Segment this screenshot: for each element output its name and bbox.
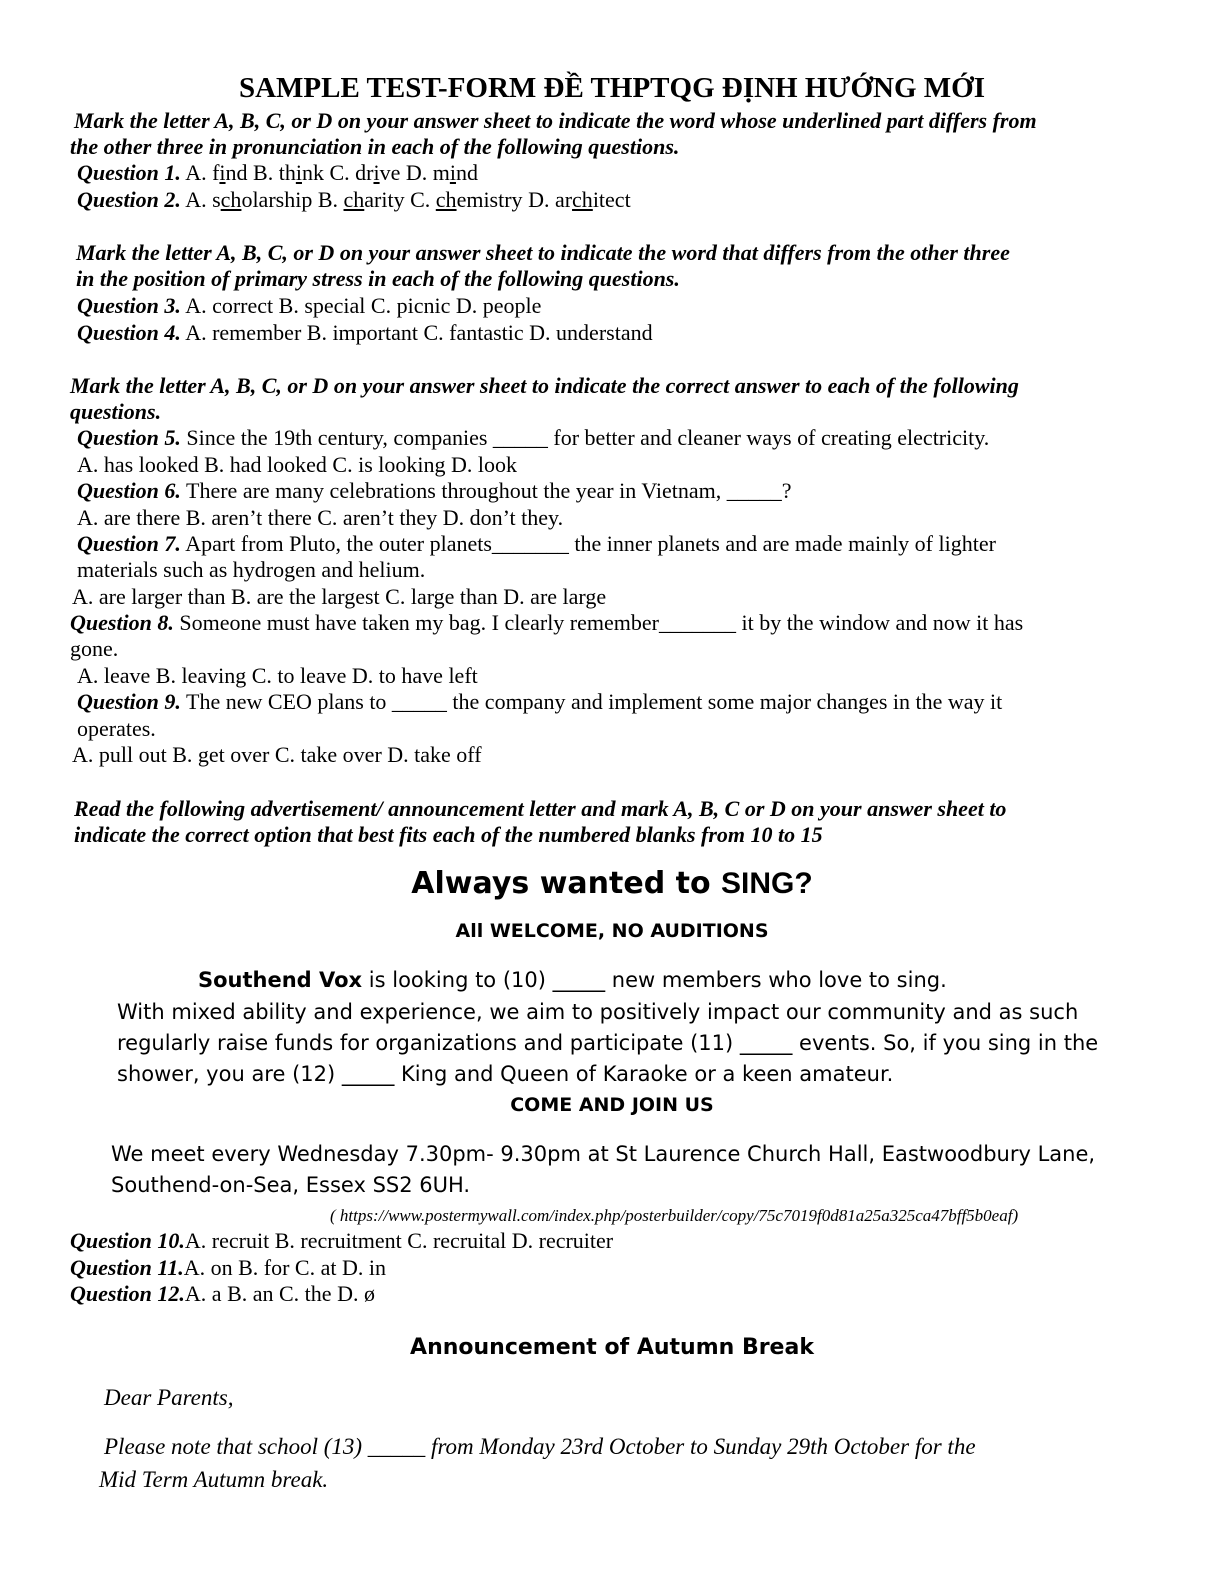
question-options: A. a B. an C. the D. ø: [184, 1281, 375, 1306]
option-text: C.: [404, 187, 436, 212]
question-stem: Since the 19th century, companies _____ for better and cleaner ways of creating electricity.: [180, 425, 990, 450]
question-label: Question 9.: [77, 689, 181, 714]
underlined-part: i: [219, 160, 226, 185]
option-text: olarship: [241, 187, 313, 212]
question-7: [77, 531, 996, 557]
section4-instruction-line2: indicate the correct option that best fits each of the numbered blanks from 10 to 15: [74, 822, 823, 847]
option-text: arity: [364, 187, 405, 212]
ad-headline-sing: SING?: [721, 867, 813, 900]
question-5: [77, 425, 989, 451]
question-label: Question 12.: [70, 1281, 185, 1306]
question-label: Question 7.: [77, 531, 181, 556]
ad-source-link[interactable]: ( https://www.postermywall.com/index.php/posterbuilder/copy/75c7019f0d81a25a325ca47bff5b0eaf): [330, 1206, 1019, 1225]
underlined-part: ch: [343, 187, 365, 212]
section4-instruction-line1: Read the following advertisement/ announcement letter and mark A, B, C or D on your answer sheet to: [74, 796, 1007, 821]
question-label: Question 1.: [77, 160, 181, 185]
section1-instruction-line1: Mark the letter A, B, C, or D on your answer sheet to indicate the word whose underlined part differs from: [74, 108, 1037, 133]
question-9-options: A. pull out B. get over C. take over D. take off: [72, 742, 482, 767]
question-7-stem-continued: materials such as hydrogen and helium.: [77, 557, 426, 582]
section2-instruction-line1: Mark the letter A, B, C, or D on your answer sheet to indicate the word that differs from the other three: [76, 240, 1010, 265]
question-11: [70, 1255, 386, 1281]
question-label: Question 3.: [77, 293, 181, 318]
option-text: D. ar: [522, 187, 573, 212]
announcement-heading: Announcement of Autumn Break: [410, 1335, 814, 1360]
question-6-options: A. are there B. aren’t there C. aren’t they D. don’t they.: [77, 505, 564, 530]
underlined-part: ch: [220, 187, 242, 212]
question-label: Question 8.: [70, 610, 174, 635]
ad-paragraph-2-line1: With mixed ability and experience, we aim to positively impact our community and as such: [117, 1000, 1079, 1024]
announcement-salutation: Dear Parents,: [104, 1385, 234, 1410]
underlined-part: ch: [435, 187, 457, 212]
option-text: emistry: [456, 187, 523, 212]
ad-paragraph-2-line3: shower, you are (12) _____ King and Queen of Karaoke or a keen amateur.: [117, 1062, 894, 1086]
question-label: Question 11.: [70, 1255, 184, 1280]
question-6: [77, 478, 792, 504]
question-3: [77, 293, 541, 319]
option-text: ve: [379, 160, 401, 185]
question-options: A. correct B. special C. picnic D. people: [180, 293, 542, 318]
question-label: Question 10.: [70, 1228, 185, 1253]
option-text: B. th: [247, 160, 296, 185]
ad-subhead: All WELCOME, NO AUDITIONS: [455, 920, 769, 942]
question-options: A. remember B. important C. fantastic D. understand: [180, 320, 653, 345]
question-4: [77, 320, 653, 346]
question-8-stem-continued: gone.: [70, 636, 119, 661]
question-5-options: A. has looked B. had looked C. is looking D. look: [77, 452, 517, 477]
ad-headline: [0, 864, 1224, 904]
question-stem: Apart from Pluto, the outer planets_______ the inner planets and are made mainly of lighter: [180, 531, 996, 556]
question-label: Question 4.: [77, 320, 181, 345]
option-text: A. f: [180, 160, 220, 185]
option-text: itect: [592, 187, 631, 212]
question-8-options: A. leave B. leaving C. to leave D. to have left: [77, 663, 478, 688]
section3-instruction-line2: questions.: [70, 399, 162, 424]
section1-instruction-line2: the other three in pronunciation in each of the following questions.: [70, 134, 680, 159]
ad-paragraph-2-line2: regularly raise funds for organizations and participate (11) _____ events. So, if you sing in the: [117, 1031, 1099, 1055]
announcement-body-line1: Please note that school (13) _____ from Monday 23rd October to Sunday 29th October for the: [104, 1434, 976, 1459]
question-7-options: A. are larger than B. are the largest C. large than D. are large: [72, 584, 607, 609]
underlined-part: ch: [572, 187, 593, 212]
question-stem: There are many celebrations throughout the year in Vietnam, _____?: [180, 478, 792, 503]
option-text: A. s: [180, 187, 221, 212]
organization-name: Southend Vox: [198, 968, 363, 992]
question-9-stem-continued: operates.: [77, 716, 156, 741]
question-8: [70, 610, 1023, 636]
question-stem: Someone must have taken my bag. I clearly remember_______ it by the window and now it has: [173, 610, 1024, 635]
question-options: A. recruit B. recruitment C. recruital D. recruiter: [184, 1228, 614, 1253]
section2-instruction-line2: in the position of primary stress in each of the following questions.: [76, 266, 680, 291]
announcement-body-line2: Mid Term Autumn break.: [99, 1467, 329, 1492]
ad-paragraph-1: [198, 967, 947, 993]
option-text: nd: [225, 160, 248, 185]
option-text: nk: [301, 160, 324, 185]
question-stem: The new CEO plans to _____ the company and implement some major changes in the way it: [180, 689, 1003, 714]
option-text: nd: [455, 160, 478, 185]
ad-headline-text: Always wanted to: [411, 866, 722, 901]
question-label: Question 6.: [77, 478, 181, 503]
question-1: [77, 160, 478, 186]
question-10: [70, 1228, 613, 1254]
option-text: D. m: [400, 160, 450, 185]
option-text: B.: [312, 187, 344, 212]
underlined-part: i: [295, 160, 302, 185]
ad-meeting-line2: Southend-on-Sea, Essex SS2 6UH.: [111, 1173, 471, 1197]
question-12: [70, 1281, 375, 1307]
page-title: SAMPLE TEST-FORM ĐỀ THPTQG ĐỊNH HƯỚNG MỚI: [238, 72, 986, 104]
option-text: C. dr: [323, 160, 374, 185]
question-9: [77, 689, 1002, 715]
question-label: Question 5.: [77, 425, 181, 450]
ad-meeting-line1: We meet every Wednesday 7.30pm- 9.30pm at St Laurence Church Hall, Eastwoodbury Lane,: [111, 1142, 1096, 1166]
ad-call-to-action: COME AND JOIN US: [510, 1094, 714, 1116]
question-options: A. on B. for C. at D. in: [183, 1255, 386, 1280]
question-label: Question 2.: [77, 187, 181, 212]
ad-paragraph-1-text: is looking to (10) _____ new members who love to sing.: [362, 968, 947, 992]
section3-instruction-line1: Mark the letter A, B, C, or D on your answer sheet to indicate the correct answer to each of the following: [70, 373, 1019, 398]
question-2: [77, 187, 631, 213]
underlined-part: i: [449, 160, 456, 185]
underlined-part: i: [373, 160, 380, 185]
